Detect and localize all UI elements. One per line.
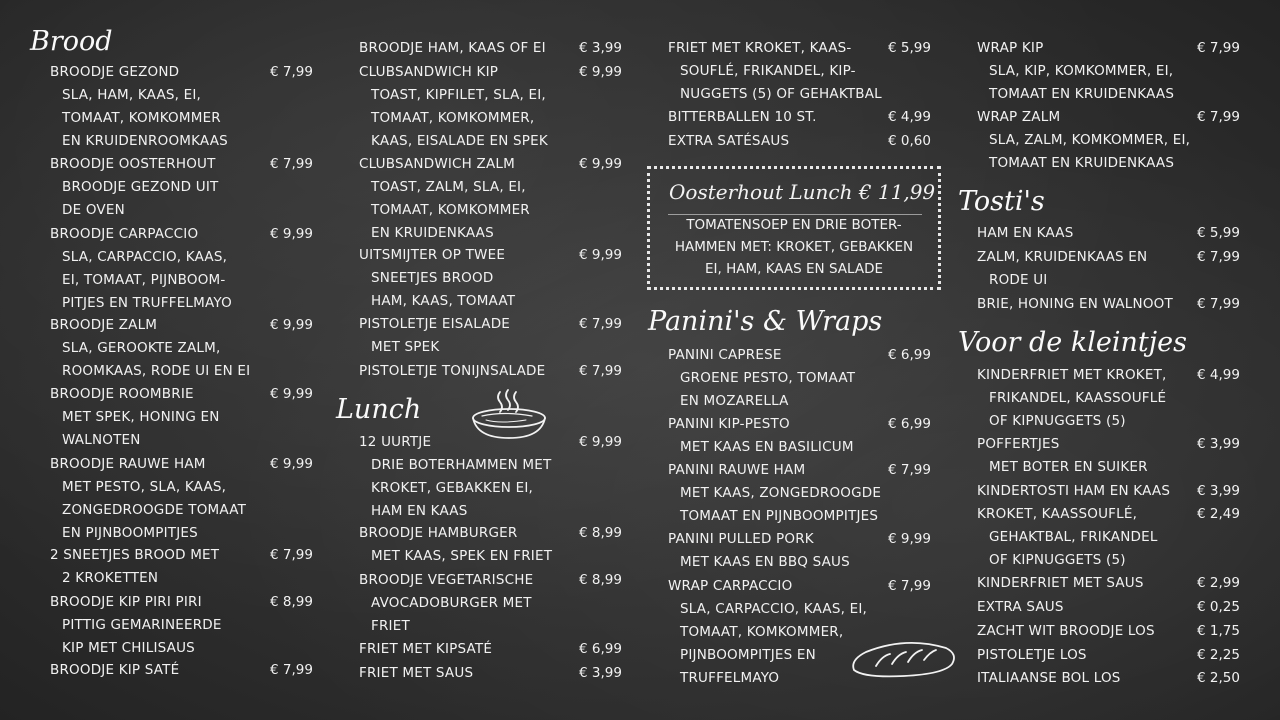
menu-item-description: TOAST, ZALM, SLA, EI,: [371, 179, 526, 195]
menu-item-price: € 5,99: [1197, 225, 1240, 241]
menu-item-name: BROODJE KIP SATÉ: [50, 662, 180, 678]
menu-item-description: DE OVEN: [62, 202, 125, 218]
menu-item-price: € 9,99: [579, 434, 622, 450]
menu-item-price: € 3,99: [1197, 483, 1240, 499]
menu-item-description: GEHAKTBAL, FRIKANDEL: [989, 529, 1158, 545]
menu-item-name: BROODJE ROOMBRIE: [50, 386, 194, 402]
menu-item-price: € 5,99: [888, 40, 931, 56]
menu-item-price: € 9,99: [579, 64, 622, 80]
menu-item-name: PANINI KIP-PESTO: [668, 416, 790, 432]
menu-item-name: PISTOLETJE TONIJNSALADE: [359, 363, 546, 379]
menu-item-price: € 2,25: [1197, 647, 1240, 663]
heading-tosti: Tosti's: [958, 186, 1045, 217]
menu-item-description: DRIE BOTERHAMMEN MET: [371, 457, 552, 473]
menu-item-description: SLA, ZALM, KOMKOMMER, EI,: [989, 132, 1191, 148]
menu-item-name: KINDERFRIET MET KROKET,: [977, 367, 1167, 383]
menu-item-description: KAAS, EISALADE EN SPEK: [371, 133, 548, 149]
menu-item-description: NUGGETS (5) OF GEHAKTBAL: [680, 86, 882, 102]
menu-item-price: € 8,99: [270, 594, 313, 610]
menu-item-description: MET SPEK, HONING EN: [62, 409, 220, 425]
menu-item-description: AVOCADOBURGER MET: [371, 595, 532, 611]
menu-item-price: € 9,99: [888, 531, 931, 547]
menu-item-description: FRIET: [371, 618, 410, 634]
menu-item-name: 2 SNEETJES BROOD MET: [50, 547, 220, 563]
heading-brood: Brood: [30, 26, 113, 57]
menu-item-description: SLA, GEROOKTE ZALM,: [62, 340, 221, 356]
menu-item-description: ZONGEDROOGDE TOMAAT: [62, 502, 247, 518]
menu-item-description: MET KAAS EN BBQ SAUS: [680, 554, 850, 570]
menu-item-price: € 9,99: [270, 456, 313, 472]
menu-item-name: PANINI RAUWE HAM: [668, 462, 806, 478]
heading-lunch: Lunch: [336, 394, 422, 425]
menu-item-description: TOMAAT, KOMKOMMER: [371, 202, 530, 218]
menu-item-name: KINDERTOSTI HAM EN KAAS: [977, 483, 1171, 499]
menu-item-name: WRAP KIP: [977, 40, 1044, 56]
menu-item-name: FRIET MET KROKET, KAAS-: [668, 40, 852, 56]
menu-item-description: PITTIG GEMARINEERDE: [62, 617, 222, 633]
heading-panini-wraps: Panini's & Wraps: [648, 306, 883, 337]
menu-item-name: POFFERTJES: [977, 436, 1060, 452]
menu-item-price: € 9,99: [270, 386, 313, 402]
menu-item-description: TOMAAT, KOMKOMMER,: [371, 110, 535, 126]
menu-item-description: MET KAAS, ZONGEDROOGDE: [680, 485, 882, 501]
menu-item-price: € 7,99: [270, 64, 313, 80]
menu-item-description: 2 KROKETTEN: [62, 570, 159, 586]
special-title: Oosterhout Lunch € 11,99: [669, 180, 936, 204]
menu-item-description: BROODJE GEZOND UIT: [62, 179, 219, 195]
menu-item-name: EXTRA SAUS: [977, 599, 1064, 615]
menu-item-description: MET PESTO, SLA, KAAS,: [62, 479, 227, 495]
menu-item-price: € 0,25: [1197, 599, 1240, 615]
menu-item-price: € 0,60: [888, 133, 931, 149]
menu-item-price: € 7,99: [1197, 109, 1240, 125]
menu-item-name: BROODJE CARPACCIO: [50, 226, 199, 242]
menu-item-description: PITJES EN TRUFFELMAYO: [62, 295, 232, 311]
menu-item-name: ITALIAANSE BOL LOS: [977, 670, 1121, 686]
soup-bowl-icon: [468, 388, 550, 440]
menu-item-name: KINDERFRIET MET SAUS: [977, 575, 1144, 591]
menu-item-name: WRAP ZALM: [977, 109, 1061, 125]
menu-item-price: € 9,99: [579, 247, 622, 263]
menu-item-price: € 6,99: [888, 347, 931, 363]
menu-item-description: TOMAAT EN PIJNBOOMPITJES: [680, 508, 879, 524]
menu-item-name: EXTRA SATÉSAUS: [668, 133, 790, 149]
menu-item-description: TOMAAT EN KRUIDENKAAS: [989, 155, 1175, 171]
special-line-3: EI, HAM, KAAS EN SALADE: [705, 261, 883, 277]
menu-item-price: € 9,99: [270, 317, 313, 333]
menu-item-price: € 7,99: [270, 547, 313, 563]
menu-item-description: KIP MET CHILISAUS: [62, 640, 195, 656]
menu-item-price: € 7,99: [579, 316, 622, 332]
menu-item-description: ROOMKAAS, RODE UI EN EI: [62, 363, 251, 379]
heading-voor-de-kleintjes: Voor de kleintjes: [958, 327, 1187, 358]
menu-item-price: € 3,99: [579, 40, 622, 56]
menu-item-description: KROKET, GEBAKKEN EI,: [371, 480, 533, 496]
menu-item-price: € 6,99: [888, 416, 931, 432]
menu-item-price: € 7,99: [888, 462, 931, 478]
menu-item-price: € 2,50: [1197, 670, 1240, 686]
menu-item-price: € 7,99: [1197, 249, 1240, 265]
menu-item-price: € 7,99: [270, 156, 313, 172]
menu-item-description: SOUFLÉ, FRIKANDEL, KIP-: [680, 63, 856, 79]
menu-item-description: SLA, CARPACCIO, KAAS,: [62, 249, 228, 265]
menu-item-name: BROODJE OOSTERHOUT: [50, 156, 216, 172]
menu-item-name: BROODJE RAUWE HAM: [50, 456, 206, 472]
menu-item-name: BROODJE HAMBURGER: [359, 525, 518, 541]
menu-item-description: EI, TOMAAT, PIJNBOOM-: [62, 272, 226, 288]
menu-item-description: SLA, HAM, KAAS, EI,: [62, 87, 202, 103]
menu-item-name: UITSMIJTER OP TWEE: [359, 247, 506, 263]
menu-item-price: € 9,99: [579, 156, 622, 172]
menu-item-name: BITTERBALLEN 10 ST.: [668, 109, 817, 125]
special-line-2: HAMMEN MET: KROKET, GEBAKKEN: [674, 239, 914, 255]
menu-item-price: € 3,99: [579, 665, 622, 681]
menu-item-price: € 7,99: [1197, 296, 1240, 312]
menu-item-price: € 7,99: [1197, 40, 1240, 56]
menu-item-name: BROODJE GEZOND: [50, 64, 180, 80]
menu-item-name: PANINI PULLED PORK: [668, 531, 814, 547]
menu-item-description: PIJNBOOMPITJES EN: [680, 647, 816, 663]
menu-item-description: SLA, KIP, KOMKOMMER, EI,: [989, 63, 1174, 79]
menu-item-name: BROODJE ZALM: [50, 317, 158, 333]
menu-item-description: RODE UI: [989, 272, 1048, 288]
menu-item-price: € 4,99: [1197, 367, 1240, 383]
menu-item-description: EN MOZARELLA: [680, 393, 789, 409]
menu-item-description: MET SPEK: [371, 339, 440, 355]
menu-item-description: TRUFFELMAYO: [680, 670, 780, 686]
menu-item-price: € 4,99: [888, 109, 931, 125]
menu-item-name: BROODJE KIP PIRI PIRI: [50, 594, 202, 610]
menu-item-price: € 8,99: [579, 525, 622, 541]
bread-icon: [848, 640, 958, 682]
menu-item-price: € 7,99: [888, 578, 931, 594]
menu-item-description: HAM, KAAS, TOMAAT: [371, 293, 516, 309]
menu-item-description: SLA, CARPACCIO, KAAS, EI,: [680, 601, 867, 617]
menu-item-description: HAM EN KAAS: [371, 503, 468, 519]
menu-item-name: PISTOLETJE EISALADE: [359, 316, 511, 332]
special-divider: [668, 214, 922, 215]
menu-item-name: BROODJE HAM, KAAS OF EI: [359, 40, 546, 56]
menu-item-name: PISTOLETJE LOS: [977, 647, 1087, 663]
menu-item-name: HAM EN KAAS: [977, 225, 1074, 241]
menu-item-price: € 2,99: [1197, 575, 1240, 591]
menu-item-price: € 1,75: [1197, 623, 1240, 639]
menu-item-name: CLUBSANDWICH ZALM: [359, 156, 515, 172]
menu-item-price: € 3,99: [1197, 436, 1240, 452]
menu-item-name: BRIE, HONING EN WALNOOT: [977, 296, 1173, 312]
menu-item-description: EN KRUIDENROOMKAAS: [62, 133, 228, 149]
menu-item-description: GROENE PESTO, TOMAAT: [680, 370, 856, 386]
menu-item-name: CLUBSANDWICH KIP: [359, 64, 499, 80]
menu-item-description: OF KIPNUGGETS (5): [989, 413, 1126, 429]
menu-item-description: OF KIPNUGGETS (5): [989, 552, 1126, 568]
menu-item-name: ZALM, KRUIDENKAAS EN: [977, 249, 1148, 265]
menu-item-name: PANINI CAPRESE: [668, 347, 782, 363]
menu-item-description: EN KRUIDENKAAS: [371, 225, 494, 241]
menu-item-description: FRIKANDEL, KAASSOUFLÉ: [989, 390, 1167, 406]
menu-item-price: € 6,99: [579, 641, 622, 657]
menu-item-name: WRAP CARPACCIO: [668, 578, 793, 594]
menu-item-description: TOMAAT EN KRUIDENKAAS: [989, 86, 1175, 102]
menu-item-name: FRIET MET KIPSATÉ: [359, 641, 493, 657]
menu-item-description: EN PIJNBOOMPITJES: [62, 525, 198, 541]
menu-item-description: MET BOTER EN SUIKER: [989, 459, 1148, 475]
menu-item-name: 12 UURTJE: [359, 434, 432, 450]
menu-item-name: ZACHT WIT BROODJE LOS: [977, 623, 1155, 639]
menu-item-description: MET KAAS EN BASILICUM: [680, 439, 854, 455]
menu-item-price: € 7,99: [579, 363, 622, 379]
menu-item-price: € 9,99: [270, 226, 313, 242]
menu-item-description: MET KAAS, SPEK EN FRIET: [371, 548, 553, 564]
menu-item-price: € 7,99: [270, 662, 313, 678]
menu-item-name: KROKET, KAASSOUFLÉ,: [977, 506, 1138, 522]
menu-item-name: FRIET MET SAUS: [359, 665, 474, 681]
special-line-1: TOMATENSOEP EN DRIE BOTER-: [686, 217, 902, 233]
menu-item-name: BROODJE VEGETARISCHE: [359, 572, 534, 588]
menu-item-description: WALNOTEN: [62, 432, 141, 448]
menu-item-description: TOMAAT, KOMKOMMER,: [680, 624, 844, 640]
menu-item-description: SNEETJES BROOD: [371, 270, 494, 286]
menu-item-description: TOMAAT, KOMKOMMER: [62, 110, 221, 126]
menu-item-description: TOAST, KIPFILET, SLA, EI,: [371, 87, 546, 103]
menu-item-price: € 2,49: [1197, 506, 1240, 522]
menu-item-price: € 8,99: [579, 572, 622, 588]
